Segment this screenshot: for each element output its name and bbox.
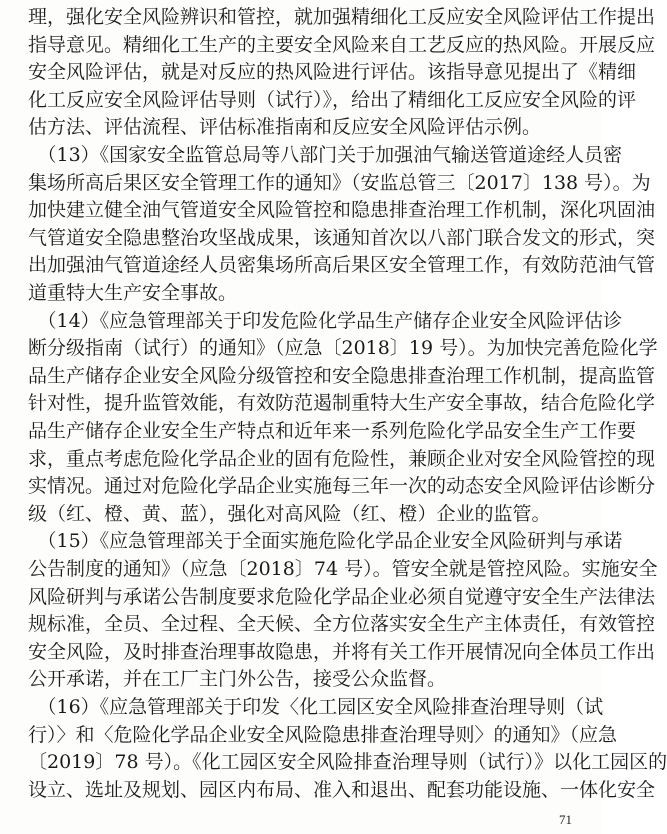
- text-line: （14）《应急管理部关于印发危险化学品生产储存企业安全风险评估诊: [28, 309, 623, 332]
- text-line: 品生产储存企业安全风险分级管控和安全隐患排查治理工作机制，提高监管: [28, 364, 656, 387]
- text-line: 级（红、橙、黄、蓝），强化对高风险（红、橙）企业的监管。: [28, 502, 551, 525]
- text-line: 风险研判与承诺公告制度要求危险化学品企业必须自觉遵守安全生产法律法: [28, 585, 656, 608]
- text-line: 指导意见。精细化工生产的主要安全风险来自工艺反应的热风险。开展反应: [28, 33, 656, 56]
- text-line: 断分级指南（试行）的通知》（应急〔2018〕19 号）。为加快完善危险化学: [28, 337, 658, 360]
- text-line: 品生产储存企业安全生产特点和近年来一系列危险化学品安全生产工作要: [28, 420, 637, 442]
- text-line: 求，重点考虑危险化学品企业的固有危险性，兼顾企业对安全风险管控的现: [28, 447, 656, 470]
- text-line: 出加强油气管道途经人员密集场所高后果区安全管理工作，有效防范油气管: [28, 254, 656, 277]
- text-line: 公开承诺，并在工厂主门外公告，接受公众监督。: [28, 668, 447, 691]
- text-line: 加快建立健全油气管道安全风险管控和隐患排查治理工作机制，深化巩固油: [28, 199, 656, 222]
- text-line: 安全风险，及时排查治理事故隐患，并将有关工作开展情况向全体员工作出: [28, 640, 656, 663]
- text-line: 安全风险评估，就是对反应的热风险进行评估。该指导意见提出了《精细: [28, 61, 637, 84]
- text-line: 设立、选址及规划、园区内布局、准入和退出、配套功能设施、一体化安全: [28, 778, 656, 801]
- text-line: 气管道安全隐患整治攻坚战成果，该通知首次以八部门联合发文的形式，突: [28, 226, 656, 249]
- text-line: 〔2019〕78 号）。《化工园区安全风险排查治理导则（试行）》以化工园区的: [28, 751, 667, 774]
- text-line: 化工反应安全风险评估导则（试行）》，给出了精细化工反应安全风险的评: [28, 88, 637, 111]
- text-line: 针对性，提升监管效能，有效防范遏制重特大生产安全事故，结合危险化学: [28, 392, 656, 415]
- text-line: 行）〉和〈危险化学品企业安全风险隐患排查治理导则〉的通知》（应急: [28, 723, 618, 746]
- text-line: （13）《国家安全监管总局等八部门关于加强油气输送管道途经人员密: [28, 144, 623, 166]
- text-line: （16）《应急管理部关于印发〈化工园区安全风险排查治理导则（试: [28, 696, 604, 718]
- text-line: 理，强化安全风险辨识和管控，就加强精细化工反应安全风险评估工作提出: [28, 6, 656, 28]
- text-line: 公告制度的通知》（应急〔2018〕74 号）。管安全就是管控风险。实施安全: [28, 558, 658, 580]
- text-line: 规标准，全员、全过程、全天候、全方位落实安全生产主体责任，有效管控: [28, 613, 656, 636]
- page-number: 71: [559, 812, 572, 827]
- text-line: （15）《应急管理部关于全面实施危险化学品企业安全风险研判与承诺: [28, 530, 623, 553]
- text-line: 集场所高后果区安全管理工作的通知》（安监总管三〔2017〕138 号）。为: [28, 171, 651, 194]
- text-line: 实情况。通过对危险化学品企业实施每三年一次的动态安全风险评估诊断分: [28, 475, 656, 498]
- text-line: 道重特大生产安全事故。: [28, 282, 238, 304]
- text-line: 估方法、评估流程、评估标准指南和反应安全风险评估示例。: [28, 116, 542, 139]
